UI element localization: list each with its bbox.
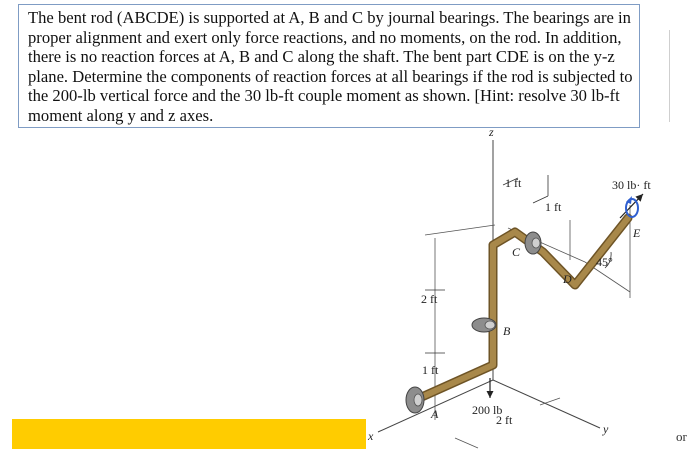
y-axis-label: y bbox=[603, 422, 609, 436]
bearing-a bbox=[406, 387, 424, 413]
x-axis-label: x bbox=[368, 429, 374, 443]
dim-label-1ft-side: 1 ft bbox=[422, 363, 439, 377]
dim-label-2ft-bottom: 2 ft bbox=[496, 413, 513, 427]
angle-label: 45° bbox=[596, 255, 613, 269]
z-axis-label: z bbox=[489, 125, 494, 139]
point-b-label: B bbox=[503, 324, 511, 338]
answer-highlight-bar[interactable] bbox=[12, 419, 366, 449]
bearing-c bbox=[525, 232, 541, 254]
dim-label-1ft-top-a: 1 ft bbox=[505, 176, 522, 190]
bent-rod bbox=[415, 218, 628, 400]
point-a-label: A bbox=[431, 407, 439, 421]
construction-line bbox=[425, 225, 495, 235]
point-d-label: D bbox=[563, 272, 572, 286]
bearing-b bbox=[472, 318, 496, 332]
dim-label-1ft-top-b: 1 ft bbox=[545, 200, 562, 214]
construction-line bbox=[540, 398, 560, 405]
question-text: The bent rod (ABCDE) is supported at A, B and C by journal bearings. The bearings are in proper alignment and exert only force reactions, and no moments, on the rod. In addition, there is no reaction forces at A, B and C along the shaft. The bent part CDE is on the y-z plane. Determine the components of reaction forces at all bearings if the rod is subjected to the 200-lb vertical force and the 30 lb-ft couple moment as shown. [Hint: resolve 30 lb-ft moment along y and z axes. bbox=[28, 8, 633, 125]
bent-rod-highlight bbox=[415, 218, 628, 400]
force-label: 200 lb bbox=[472, 403, 503, 417]
dim-label-2ft-side: 2 ft bbox=[421, 292, 438, 306]
point-e-label: E bbox=[633, 226, 641, 240]
moment-label: 30 lb· ft bbox=[612, 178, 651, 192]
trailing-text: or bbox=[676, 429, 687, 444]
construction-line bbox=[455, 438, 478, 448]
point-c-label: C bbox=[512, 245, 521, 259]
